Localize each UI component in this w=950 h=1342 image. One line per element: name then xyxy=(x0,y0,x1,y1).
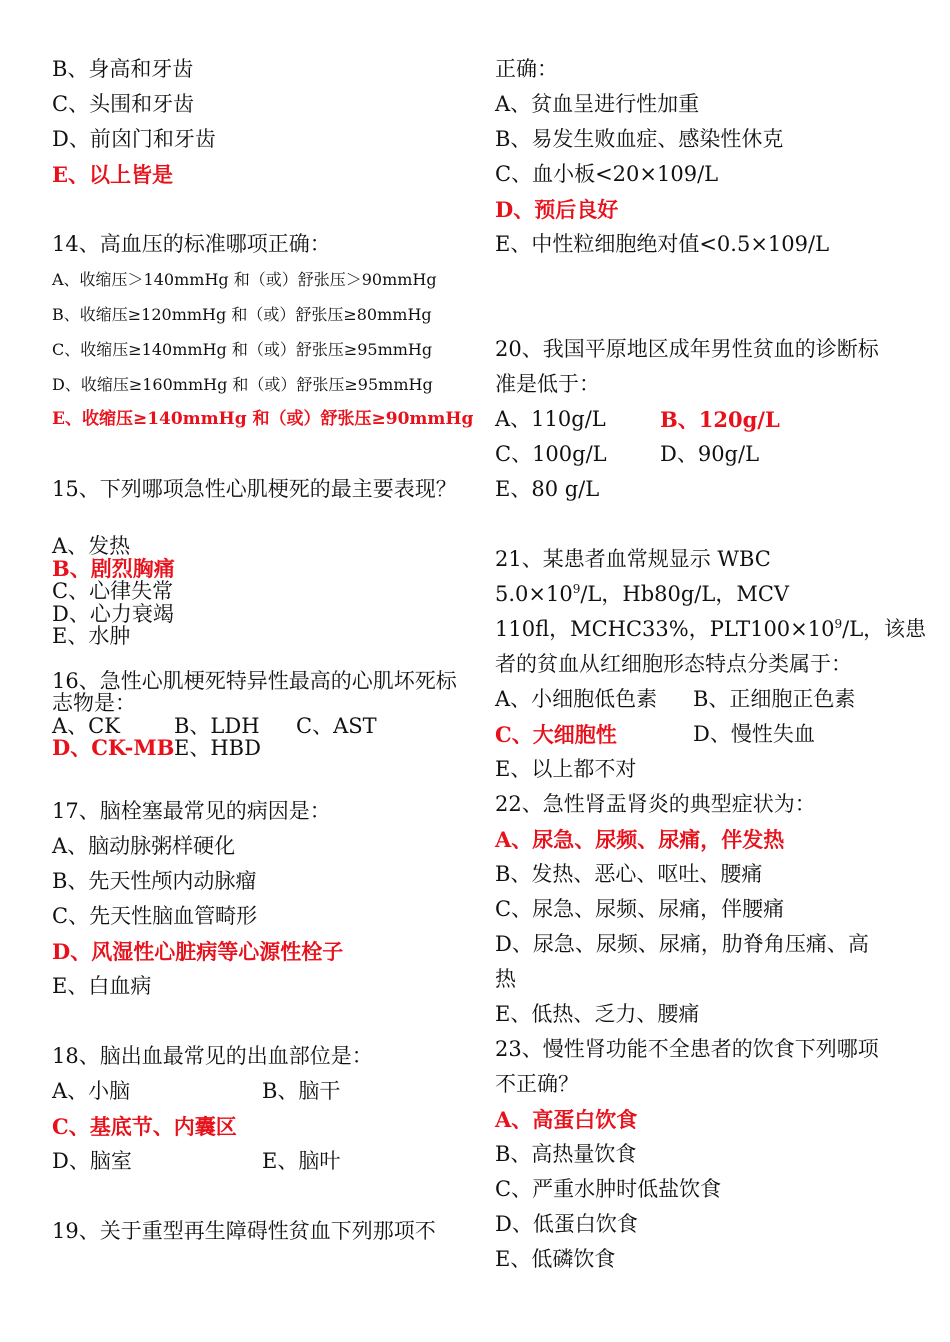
q13-option-d: D、前囟门和牙齿 xyxy=(52,127,216,151)
q22-option-b: B、发热、恶心、呕吐、腰痛 xyxy=(495,862,763,886)
q19-option-c: C、血小板<20×109/L xyxy=(495,162,719,186)
q21-question-4: 者的贫血从红细胞形态特点分类属于： xyxy=(495,652,852,676)
q18-option-b: B、脑干 xyxy=(262,1078,341,1103)
q14-question: 14、高血压的标准哪项正确： xyxy=(52,232,331,256)
q21-question-1: 21、某患者血常规显示 WBC xyxy=(495,547,771,571)
q14-answer: E、收缩压≥140mmHg 和（或）舒张压≥90mmHg xyxy=(52,409,474,429)
q16-option-b: B、LDH xyxy=(174,713,260,738)
q18-option-d: D、脑室 xyxy=(52,1148,132,1173)
q21-question-3: 110fl，MCHC33%，$PLT100\times 10^9/L$，该患 xyxy=(495,617,927,641)
q16-options-row-1 xyxy=(52,715,472,738)
q19-question: 19、关于重型再生障碍性贫血下列那项不 xyxy=(52,1218,436,1243)
q17-question: 17、脑栓塞最常见的病因是： xyxy=(52,798,331,823)
q18-options-row-2 xyxy=(52,1144,472,1179)
q14-option-b: B、收缩压≥120mmHg 和（或）舒张压≥80mmHg xyxy=(52,305,432,324)
q13-option-b: B、身高和牙齿 xyxy=(52,57,194,81)
q23-answer: A、高蛋白饮食 xyxy=(495,1107,638,1132)
q19-option-e: E、中性粒细胞绝对值<0.5×109/L xyxy=(495,232,830,256)
q13-answer: E、以上皆是 xyxy=(52,162,174,187)
q18-question: 18、脑出血最常见的出血部位是： xyxy=(52,1043,373,1068)
q22-answer: A、尿急、尿频、尿痛，伴发热 xyxy=(495,827,785,852)
q17-answer: D、风湿性心脏病等心源性栓子 xyxy=(52,938,344,964)
q20-question-2: 准是低于： xyxy=(495,372,600,396)
q18-option-e: E、脑叶 xyxy=(262,1148,341,1173)
q17-option-c: C、先天性脑血管畸形 xyxy=(52,903,258,928)
q17-option-a: A、脑动脉粥样硬化 xyxy=(52,833,236,858)
q15-question: 15、下列哪项急性心肌梗死的最主要表现？ xyxy=(52,477,457,501)
q19-option-b: B、易发生败血症、感染性休克 xyxy=(495,127,784,151)
q20-option-c: C、100g/L xyxy=(495,442,607,466)
q14-option-c: C、收缩压≥140mmHg 和（或）舒张压≥95mmHg xyxy=(52,340,433,359)
q17-option-e: E、白血病 xyxy=(52,973,152,998)
q20-answer: B、120g/L xyxy=(660,407,780,432)
q23-question-2: 不正确？ xyxy=(495,1072,579,1096)
q21-option-d: D、慢性失血 xyxy=(693,722,815,746)
q21-answer: C、大细胞性 xyxy=(495,722,617,747)
q16-question: 16、急性心肌梗死特异性最高的心肌坏死标志物是： xyxy=(52,668,457,715)
q13-option-c: C、头围和牙齿 xyxy=(52,92,195,116)
q21-option-a: A、小细胞低色素 xyxy=(495,687,658,711)
q22-option-d-2: 热 xyxy=(495,967,516,991)
right-column xyxy=(495,52,927,1277)
q19-answer: D、预后良好 xyxy=(495,197,619,222)
q22-option-e: E、低热、乏力、腰痛 xyxy=(495,1002,700,1026)
q22-option-d-1: D、尿急、尿频、尿痛，肋脊角压痛、高 xyxy=(495,932,869,956)
q21-question-2: $5.0\times 10^9/L$，Hb80g/L，MCV xyxy=(495,582,790,606)
q23-question-1: 23、慢性肾功能不全患者的饮食下列哪项 xyxy=(495,1037,879,1061)
q21-option-b: B、正细胞正色素 xyxy=(693,687,856,711)
left-column xyxy=(52,52,472,1249)
q22-question: 22、急性肾盂肾炎的典型症状为： xyxy=(495,792,816,816)
q15-option-e: E、水肿 xyxy=(52,624,131,648)
q20-option-a: A、110g/L xyxy=(495,407,606,431)
q20-question-1: 20、我国平原地区成年男性贫血的诊断标 xyxy=(495,337,879,361)
q22-option-c: C、尿急、尿频、尿痛，伴腰痛 xyxy=(495,897,785,921)
q23-option-b: B、高热量饮食 xyxy=(495,1142,637,1166)
q17-option-b: B、先天性颅内动脉瘤 xyxy=(52,868,257,893)
q19-question-cont: 正确： xyxy=(495,57,558,81)
q14-option-a: A、收缩压＞140mmHg 和（或）舒张压＞90mmHg xyxy=(52,270,437,289)
q15-answer: B、剧烈胸痛 xyxy=(52,555,175,581)
q14-option-d: D、收缩压≥160mmHg 和（或）舒张压≥95mmHg xyxy=(52,375,433,394)
q23-option-e: E、低磷饮食 xyxy=(495,1247,616,1271)
q16-option-e: E、HBD xyxy=(174,736,261,760)
q19-option-a: A、贫血呈进行性加重 xyxy=(495,92,700,116)
q15-option-c: C、心律失常 xyxy=(52,579,174,603)
q20-options-row-1 xyxy=(495,402,905,437)
q23-option-c: C、严重水肿时低盐饮食 xyxy=(495,1177,722,1201)
q16-answer: D、CK-MB xyxy=(52,735,175,760)
q16-option-c: C、AST xyxy=(296,713,377,738)
q18-answer: C、基底节、内囊区 xyxy=(52,1113,237,1139)
q18-option-a: A、小脑 xyxy=(52,1078,131,1103)
q20-option-e: E、80 g/L xyxy=(495,477,600,501)
q15-option-d: D、心力衰竭 xyxy=(52,601,174,626)
q20-option-d: D、90g/L xyxy=(660,442,760,466)
q18-options-row-1 xyxy=(52,1074,472,1109)
q15-option-a: A、发热 xyxy=(52,534,131,558)
q20-options-row-2 xyxy=(495,437,905,472)
q16-option-a: A、CK xyxy=(52,713,120,738)
q21-option-e: E、以上都不对 xyxy=(495,757,637,781)
q21-options-row-2 xyxy=(495,717,905,752)
q16-options-row-2 xyxy=(52,737,472,760)
q23-option-d: D、低蛋白饮食 xyxy=(495,1212,638,1236)
q21-options-row-1 xyxy=(495,682,905,717)
